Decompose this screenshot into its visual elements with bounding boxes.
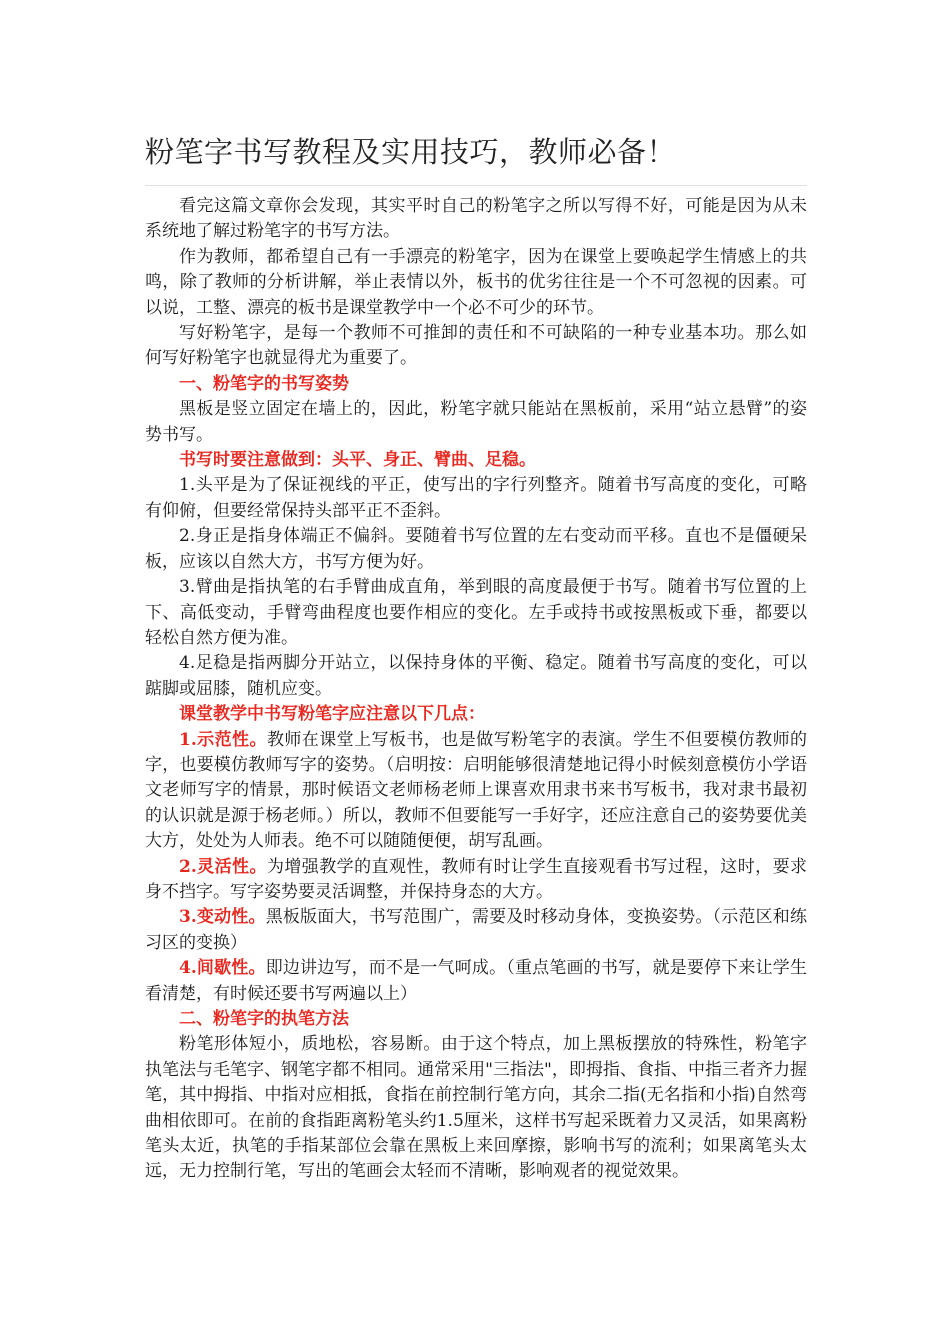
intro-paragraph: 作为教师，都希望自己有一手漂亮的粉笔字，因为在课堂上要唤起学生情感上的共鸣，除了教师的分析讲解，举止表情以外，板书的优劣往往是一个不可忽视的因素。可以说，工整、漂亮的板书是课堂教学中一个必不可少的环节。 bbox=[145, 246, 807, 318]
classroom-item-lead: 4.间歇性。 bbox=[179, 958, 266, 979]
posture-point: 2.身正是指身体端正不偏斜。要随着书写位置的左右变动而平移。直也不是僵硬呆板，应该以自然大方，书写方便为好。 bbox=[145, 526, 807, 572]
posture-point: 1.头平是为了保证视线的平正，使写出的字行列整齐。随着书写高度的变化，可略有仰俯，但要经常保持头部平正不歪斜。 bbox=[145, 475, 807, 521]
classroom-item-text: 即边讲边写，而不是一气呵成。（重点笔画的书写，就是要停下来让学生看清楚，有时候还要书写两遍以上） bbox=[145, 958, 807, 1004]
classroom-item-text: 为增强教学的直观性，教师有时让学生直接观看书写过程，这时，要求身不挡字。写字姿势要灵活调整，并保持身态的大方。 bbox=[145, 856, 808, 902]
title-divider bbox=[145, 185, 807, 186]
section-heading-grip: 二、粉笔字的执笔方法 bbox=[179, 1009, 349, 1029]
subheading-attention: 书写时要注意做到：头平、身正、臂曲、足稳。 bbox=[179, 450, 536, 471]
intro-paragraph: 写好粉笔字，是每一个教师不可推卸的责任和不可缺陷的一种专业基本功。那么如何写好粉笔字也就显得尤为重要了。 bbox=[145, 323, 807, 369]
classroom-item bbox=[145, 728, 807, 855]
classroom-item-lead: 2.灵活性。 bbox=[179, 856, 267, 877]
section-heading-posture: 一、粉笔字的书写姿势 bbox=[179, 373, 349, 394]
posture-point: 3.臂曲是指执笔的右手臂曲成直角，举到眼的高度最便于书写。随着书写位置的上下、高低变动，手臂弯曲程度也要作相应的变化。左手或持书或按黑板或下垂，都要以轻松自然方便为准。 bbox=[145, 577, 807, 648]
classroom-item bbox=[145, 956, 807, 1007]
classroom-item-text: 黑板版面大，书写范围广，需要及时移动身体，变换姿势。（示范区和练习区的变换） bbox=[145, 907, 807, 953]
posture-point: 4.足稳是指两脚分开站立，以保持身体的平衡、稳定。随着书写高度的变化，可以踮脚或屈膝，随机应变。 bbox=[145, 653, 807, 699]
classroom-item bbox=[145, 855, 807, 906]
classroom-item bbox=[145, 905, 807, 956]
body-paragraph: 粉笔形体短小，质地松，容易断。由于这个特点，加上黑板摆放的特殊性，粉笔字执笔法与毛笔字、钢笔字都不相同。通常采用"三指法"，即拇指、食指、中指三者齐力握笔，其中拇指、中指对应相抵，食指在前控制行笔方向，其余二指(无名指和小指)自然弯曲相依即可。在前的食指距离粉笔头约1.5厘米，这样书写起采既着力又灵活，如果离粉笔头太近，执笔的手指某部位会靠在黑板上来回摩擦，影响书写的流利；如果离笔头太远，无力控制行笔，写出的笔画会太轻而不清晰，影响观者的视觉效果。 bbox=[145, 1034, 807, 1182]
article-title: 粉笔字书写教程及实用技巧，教师必备！ bbox=[145, 135, 677, 169]
classroom-item-lead: 1.示范性。 bbox=[179, 729, 267, 750]
body-paragraph: 黑板是竖立固定在墙上的，因此，粉笔字就只能站在黑板前，采用“站立悬臂”的姿势书写。 bbox=[145, 399, 807, 445]
intro-paragraph: 看完这篇文章你会发现，其实平时自己的粉笔字之所以写得不好，可能是因为从未系统地了解过粉笔字的书写方法。 bbox=[145, 196, 807, 242]
classroom-item-lead: 3.变动性。 bbox=[179, 907, 266, 928]
classroom-item-text: 教师在课堂上写板书，也是做写粉笔字的表演。学生不但要模仿教师的字，也要模仿教师写字的姿势。（启明按：启明能够很清楚地记得小时候刻意模仿小学语文老师写字的情景，那时候语文老师杨老师上课喜欢用隶书来书写板书，我对隶书最初的认识就是源于杨老师。）所以，教师不但要能写一手好字，还应注意自己的姿势要优美大方，处处为人师表。绝不可以随随便便，胡写乱画。 bbox=[145, 729, 808, 852]
article-body bbox=[145, 194, 807, 1185]
section-heading-classroom: 课堂教学中书写粉笔字应注意以下几点： bbox=[179, 704, 485, 725]
